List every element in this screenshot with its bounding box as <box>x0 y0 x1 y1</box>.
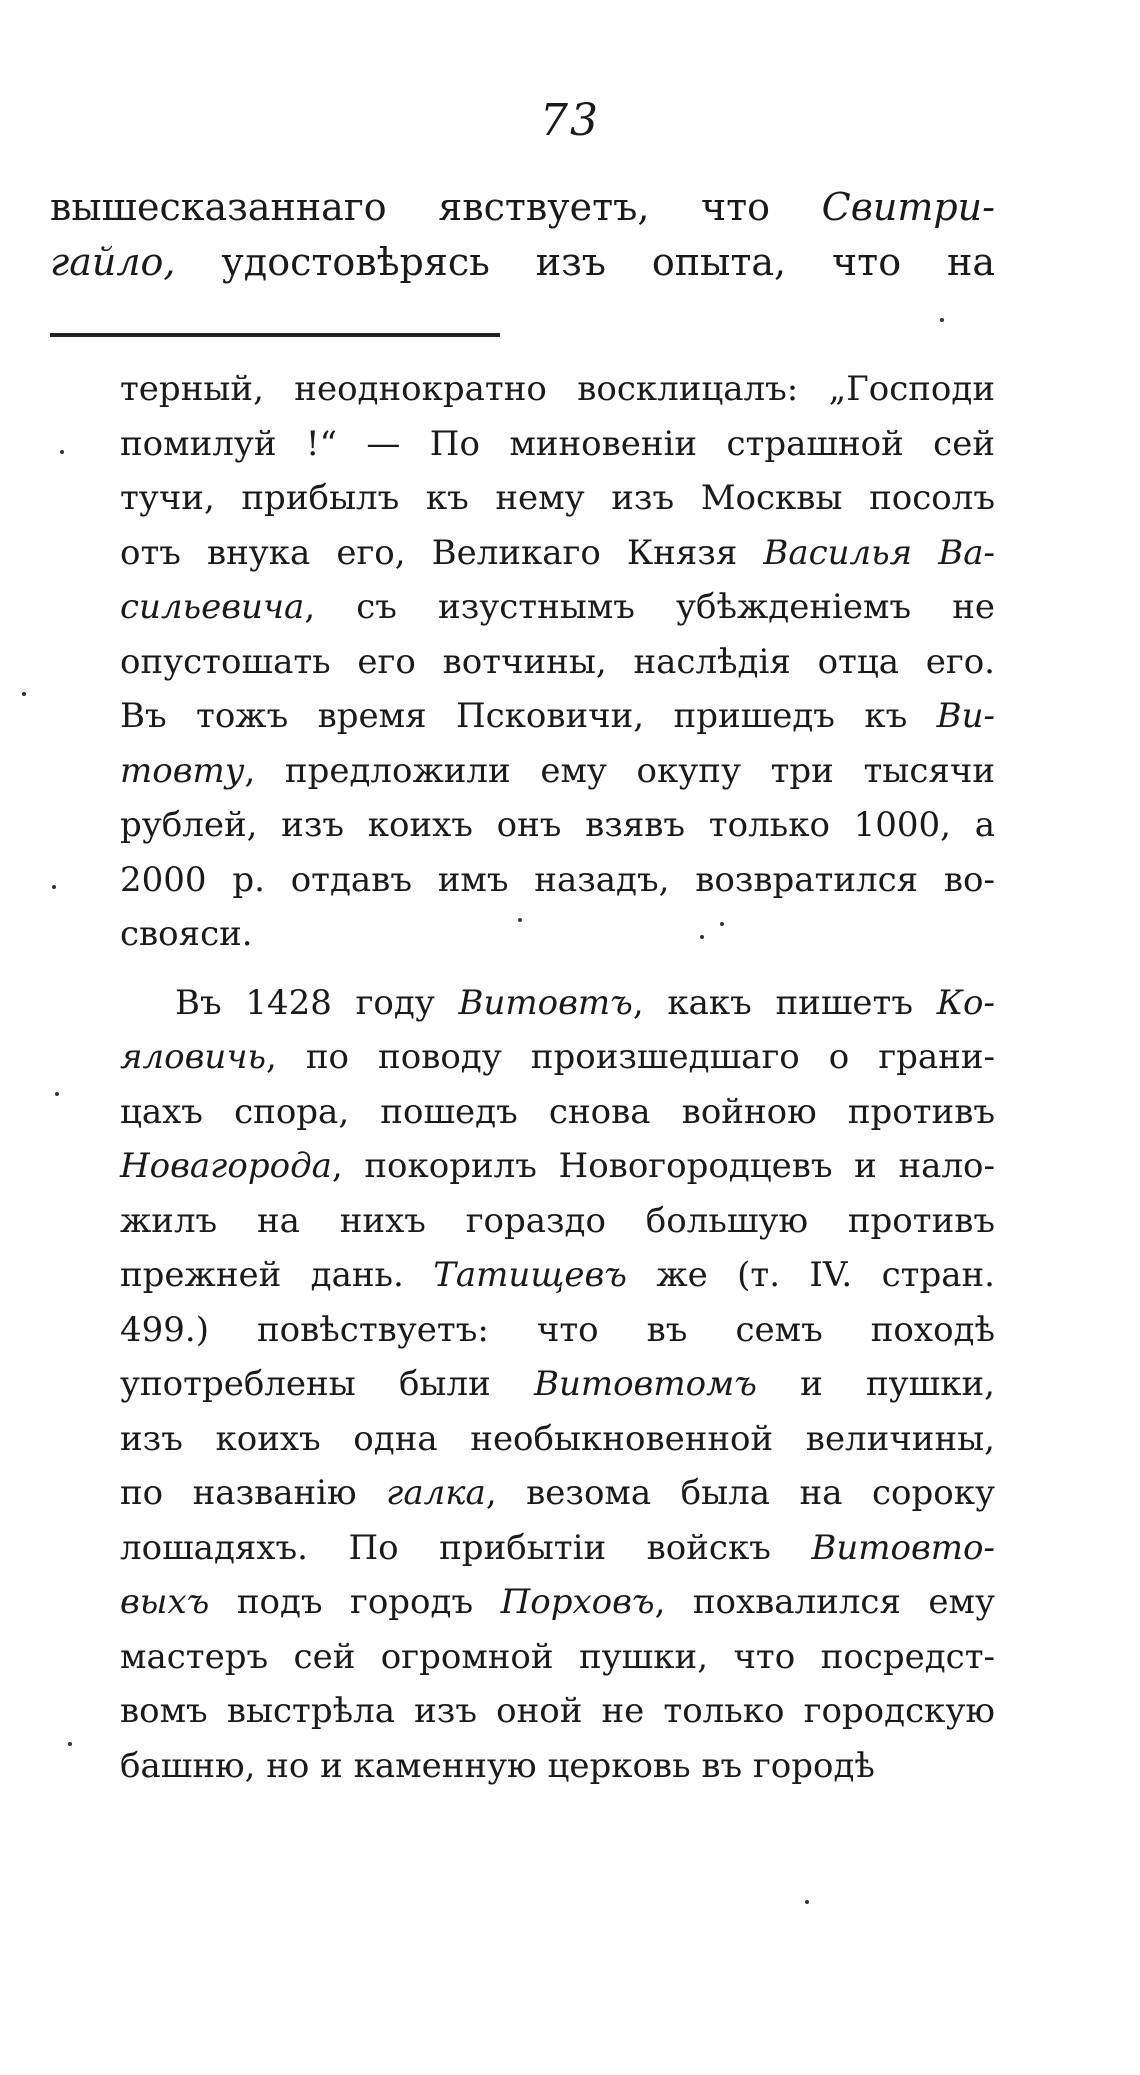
footnote-line: употреблены были Витовтомъ и пушки, <box>120 1364 995 1404</box>
footnote-line: Въ тожъ время Псковичи, пришедъ къ Ви- <box>120 696 995 736</box>
footnote-line: башню, но и каменную церковь въ городѣ <box>120 1745 875 1786</box>
footnote-line: лошадяхъ. По прибытіи войскъ Витовто- <box>120 1527 995 1568</box>
footnote-line: рублей, изъ коихъ онъ взявъ только 1000, а <box>120 805 995 845</box>
footnote-line: выхъ подъ городъ Порховъ, похвалился ему <box>120 1582 995 1622</box>
footnote-line: Новагорода, покорилъ Новогородцевъ и нало- <box>120 1146 995 1186</box>
footnote-line: изъ коихъ одна необыкновенной величины, <box>120 1418 995 1459</box>
page-number: 73 <box>540 95 600 146</box>
footnote-paragraph <box>120 362 995 962</box>
print-speck <box>22 692 26 696</box>
footnote-paragraph <box>120 976 995 1794</box>
main-text <box>50 180 995 290</box>
footnote-line: вомъ выстрѣла изъ оной не только городскую <box>120 1691 995 1731</box>
footnote-line: 2000 р. отдавъ имъ назадъ, возвратился во- <box>120 859 995 900</box>
footnote-line: яловичь, по поводу произшедшаго о грани- <box>120 1037 995 1077</box>
footnote-line: по названію галка, везома была на сороку <box>120 1473 995 1513</box>
print-speck <box>60 450 64 454</box>
footnote-line: Въ 1428 году Витовтъ, какъ пишетъ Ко- <box>175 982 995 1023</box>
footnote-line: отъ внука его, Великаго Князя Василья Ва- <box>120 532 995 573</box>
print-speck <box>52 885 56 889</box>
footnote-line: свояси. <box>120 914 253 954</box>
footnote-line: товту, предложили ему окупу три тысячи <box>120 750 995 791</box>
print-speck <box>805 1900 809 1904</box>
print-speck <box>68 1742 72 1746</box>
print-speck <box>940 318 944 322</box>
print-speck <box>518 918 522 922</box>
footnote-line: цахъ спора, пошедъ снова войною противъ <box>120 1091 995 1132</box>
footnote-line: сильевича, съ изустнымъ убѣжденіемъ не <box>120 587 995 627</box>
print-speck <box>720 922 724 926</box>
footnote <box>120 362 995 1793</box>
footnote-line: терный, неоднократно восклицалъ: „Господи <box>120 369 995 409</box>
print-speck <box>55 1092 59 1096</box>
main-text-line: вышесказаннаго явствуетъ, что Свитри- <box>50 185 995 229</box>
footnote-line: прежней дань. Татищевъ же (т. IV. стран. <box>120 1255 995 1295</box>
footnote-line: помилуй !“ — По миновеніи страшной сей <box>120 423 995 464</box>
footnote-line: мастеръ сей огромной пушки, что посредст- <box>120 1636 995 1677</box>
footnote-line: опустошать его вотчины, наслѣдія отца его. <box>120 641 995 682</box>
main-text-line: гайло, удостовѣрясь изъ опыта, что на <box>50 240 995 284</box>
footnote-line: жилъ на нихъ гораздо большую противъ <box>120 1200 995 1241</box>
footnote-divider <box>50 333 500 337</box>
footnote-line: 499.) повѣствуетъ: что въ семъ походѣ <box>120 1309 995 1350</box>
footnote-line: тучи, прибылъ къ нему изъ Москвы посолъ <box>120 478 995 518</box>
print-speck <box>700 935 704 939</box>
